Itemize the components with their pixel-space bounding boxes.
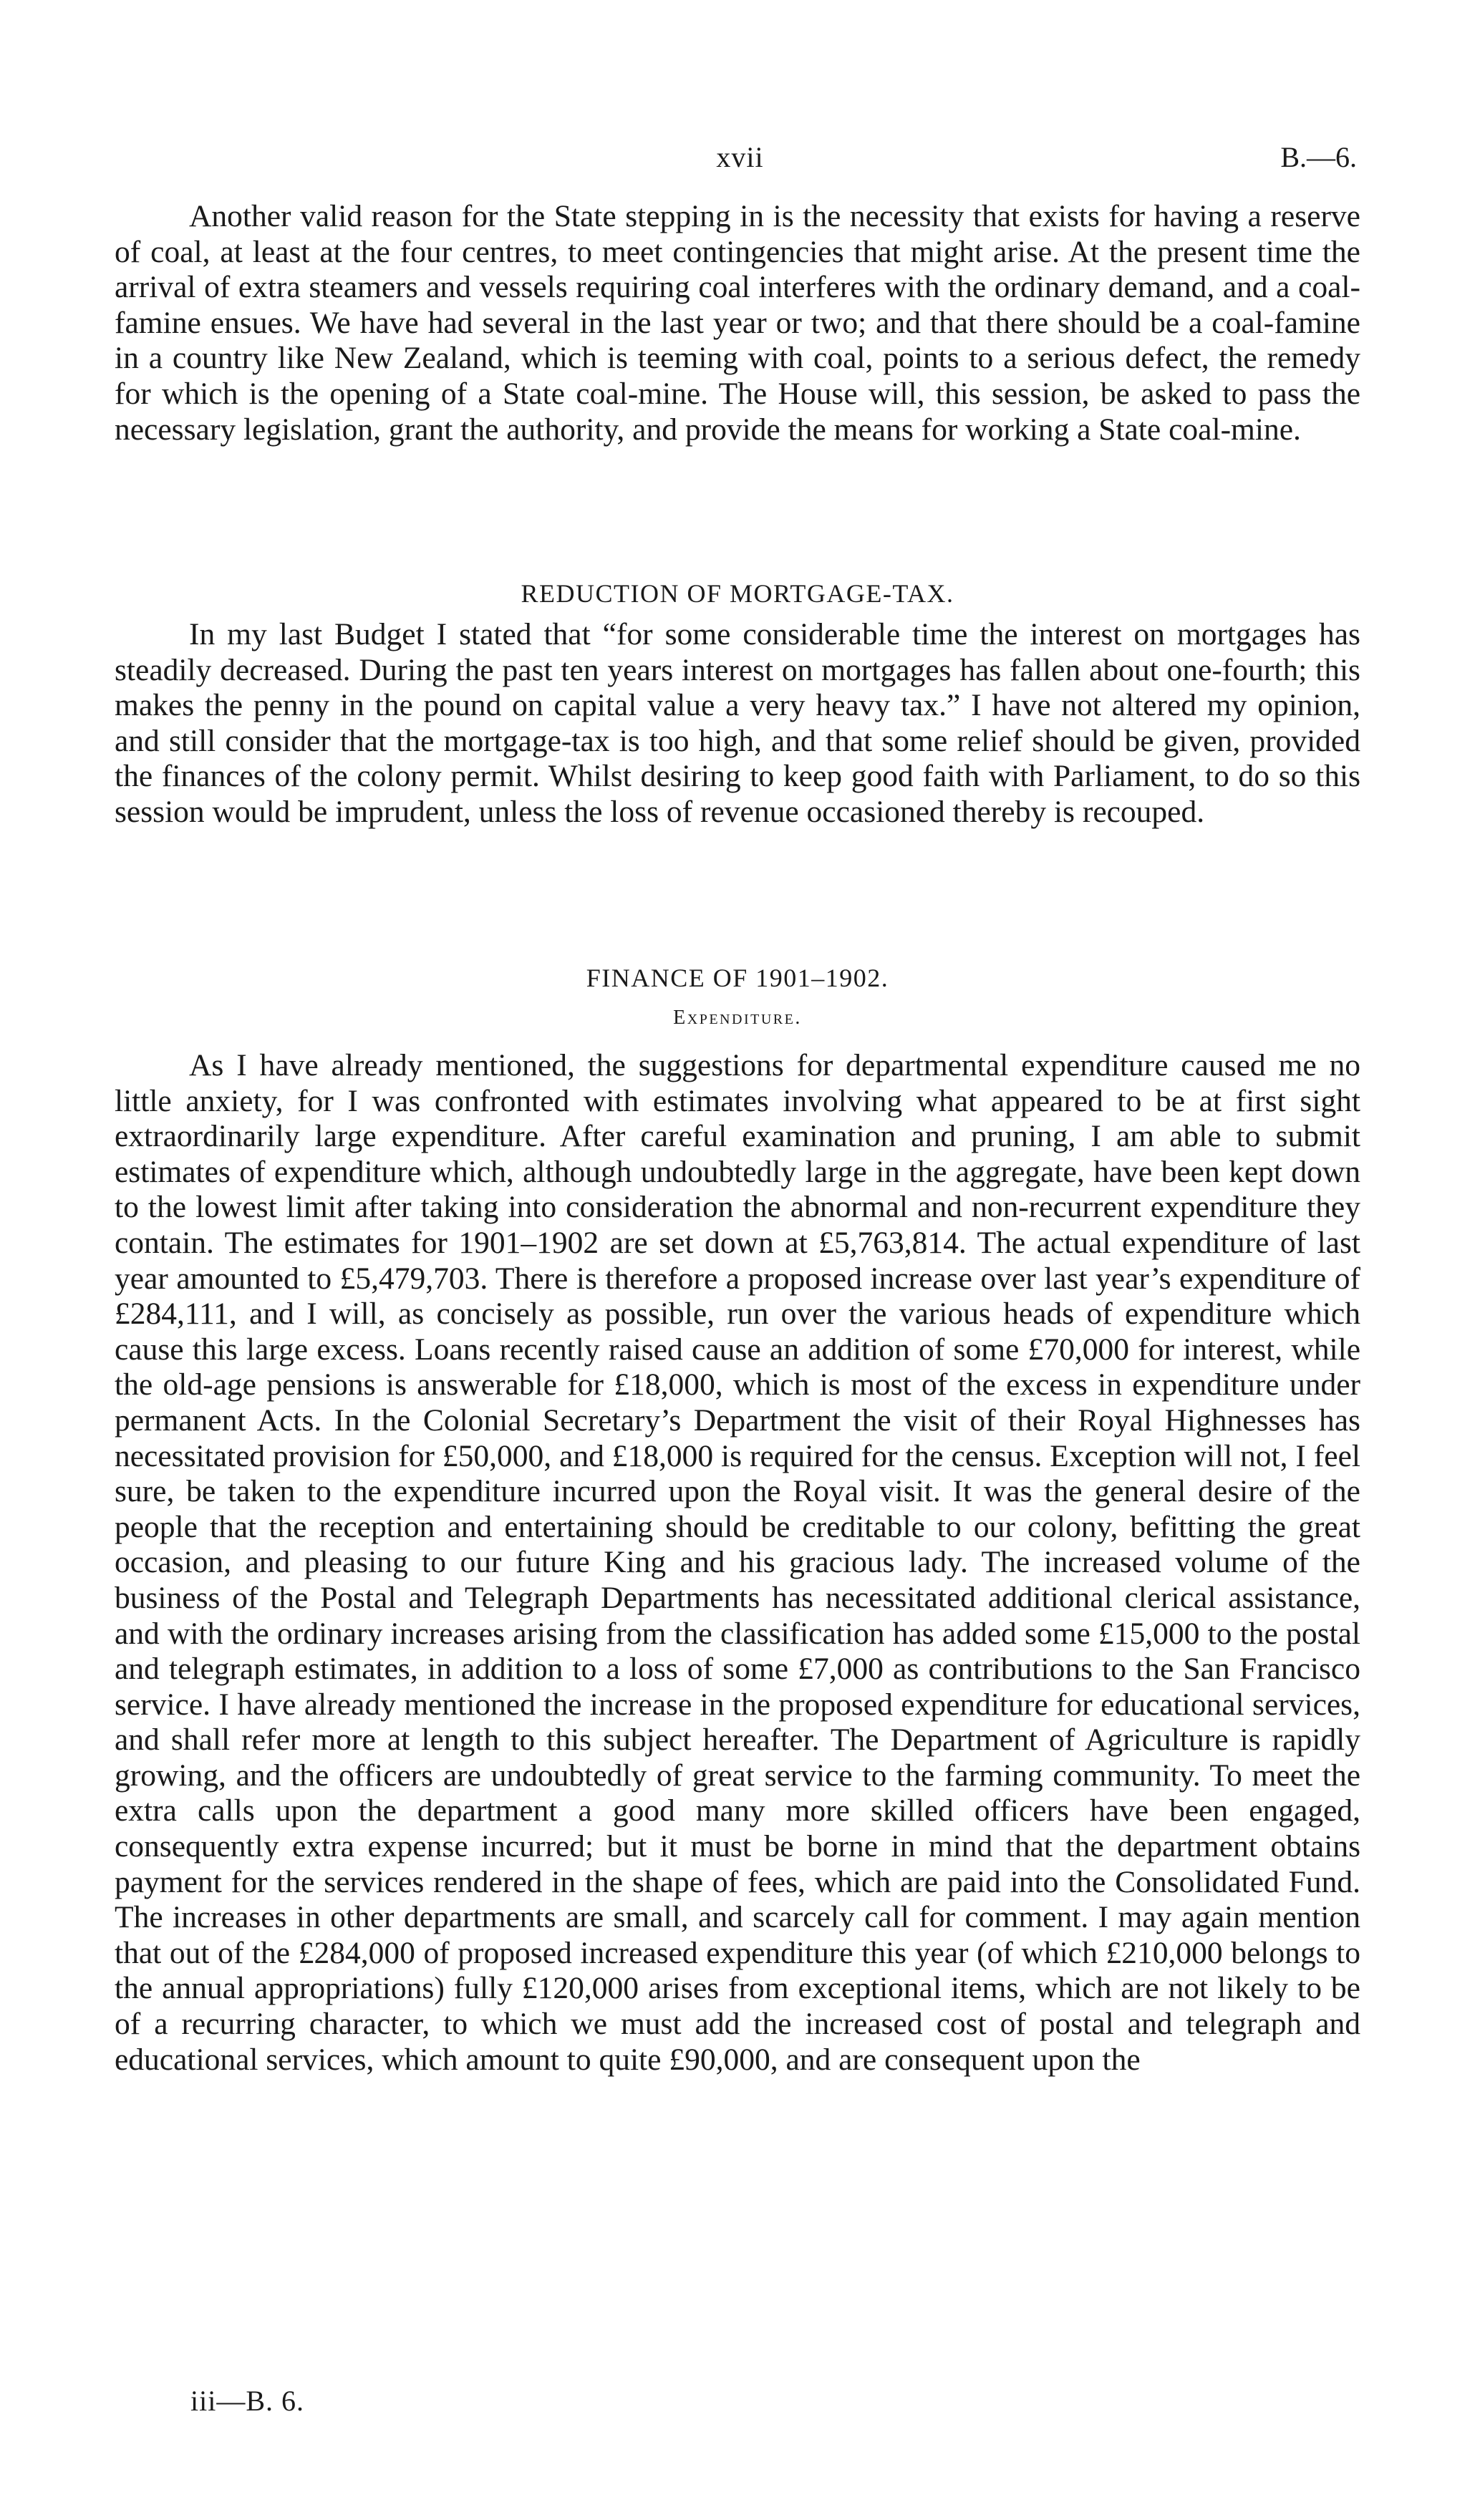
footer-signature: iii—B. 6. [190, 2385, 305, 2417]
section-mortgage-tax [115, 617, 1360, 830]
paragraph-expenditure: As I have already mentioned, the suggestions for departmental expenditure caused me no little anxiety, for I was confronted with estimates involving what appeared to be at first sight extraordinarily large expenditure. After careful examination and pruning, I am able to submit estimates of expenditure which, although undoubtedly large in the aggregate, have been kept down to the lowest limit after taking into consideration the abnormal and non-recurrent expenditure they contain. The estimates for 1901–1902 are set down at £5,763,814. The actual expenditure of last year amounted to £5,479,703. There is therefore a proposed increase over last year’s expenditure of £284,111, and I will, as concisely as possible, run over the various heads of expenditure which cause this large excess. Loans recently raised cause an addition of some £70,000 for interest, while the old-age pensions is answerable for £18,000, which is most of the excess in expenditure under permanent Acts. In the Colonial Secretary’s Department the visit of their Royal Highnesses has necessitated provision for £50,000, and £18,000 is required for the census. Exception will not, I feel sure, be taken to the expenditure incurred upon the Royal visit. It was the general desire of the people that the reception and entertaining should be creditable to our colony, befitting the great occasion, and pleasing to our future King and his gracious lady. The increased volume of the business of the Postal and Telegraph Departments has necessitated additional clerical assistance, and with the ordinary increases arising from the classification has added some £15,000 to the postal and telegraph estimates, in addition to a loss of some £7,000 as contributions to the San Francisco service. I have already mentioned the increase in the proposed expenditure for educational services, and shall refer more at length to this subject hereafter. The Department of Agriculture is rapidly growing, and the officers are undoubtedly of great service to the farming community. To meet the extra calls upon the department a good many more skilled officers have been engaged, consequently extra expense incurred; but it must be borne in mind that the department obtains payment for the services rendered in the shape of fees, which are paid into the Consolidated Fund. The increases in other departments are small, and scarcely call for comment. I may again mention that out of the £284,000 of proposed increased expenditure this year (of which £210,000 belongs to the annual appropriations) fully £120,000 arises from exceptional items, which are not likely to be of a recurring character, to which we must add the increased cost of postal and telegraph and educational services, which amount to quite £90,000, and are consequent upon the [115, 1048, 1360, 2077]
section-state-coal [115, 199, 1360, 447]
paragraph-state-coal: Another valid reason for the State stepping in is the necessity that exists for having a reserve of coal, at least at the four centres, to meet contingencies that might arise. At the present time the arrival of extra steamers and vessels requiring coal interferes with the ordinary demand, and a coal-famine ensues. We have had several in the last year or two; and that there should be a coal-famine in a country like New Zealand, which is teeming with coal, points to a serious defect, the remedy for which is the opening of a State coal-mine. The House will, this session, be asked to pass the necessary legislation, grant the authority, and provide the means for working a State coal-mine. [115, 199, 1360, 447]
heading-finance: FINANCE OF 1901–1902. [586, 964, 889, 992]
subheading-expenditure: Expenditure. [673, 1007, 802, 1029]
section-expenditure [115, 1048, 1360, 2078]
paragraph-mortgage-tax: In my last Budget I stated that “for some considerable time the interest on mortgages has steadily decreased. During the past ten years interest on mortgages has fallen about one-fourth; this makes the penny in the pound on capital value a very heavy tax.” I have not altered my opinion, and still consider that the mortgage-tax is too high, and that some relief should be given, provided the finances of the colony permit. Whilst desiring to keep good faith with Parliament, to do so this session would be imprudent, unless the loss of revenue occasioned thereby is recouped. [115, 617, 1360, 829]
heading-mortgage-tax: REDUCTION OF MORTGAGE-TAX. [521, 579, 954, 608]
document-code: B.—6. [1280, 141, 1357, 173]
page-number: xvii [716, 141, 764, 173]
